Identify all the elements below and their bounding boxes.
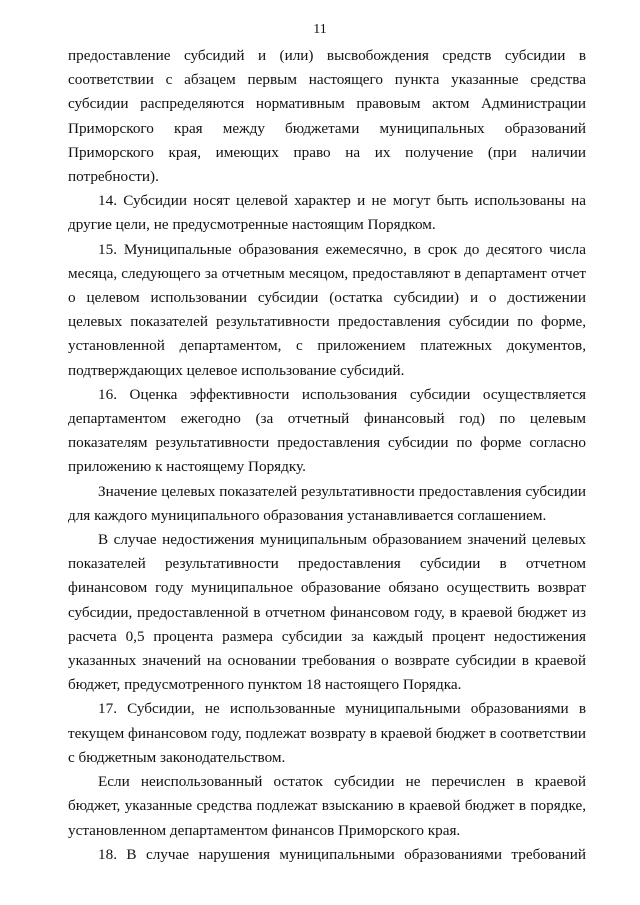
page-number: 11 xyxy=(313,22,327,37)
document-body xyxy=(68,44,586,867)
paragraph-17: 17. Субсидии, не использованные муниципальными образованиями в текущем финансовом году, подлежат возврату в краевой бюджет в соответствии с бюджетным законодательством. xyxy=(68,700,586,766)
paragraph-18: 18. В случае нарушения муниципальными образованиями требований xyxy=(98,845,586,863)
paragraph-16: 16. Оценка эффективности использования субсидии осуществляется департаментом ежегодно (за отчетный финансовый год) по целевым показателям результативности предоставления субсидии по форме согласно приложению к настоящему Порядку. xyxy=(68,385,586,476)
paragraph-target-values: Значение целевых показателей результативности предоставления субсидии для каждого муниципального образования устанавливается соглашением. xyxy=(68,482,586,524)
paragraph-unused-balance: Если неиспользованный остаток субсидии не перечислен в краевой бюджет, указанные средства подлежат взысканию в краевой бюджет в порядке, установленном департаментом финансов Приморского края. xyxy=(68,773,586,839)
paragraph-subsidy-distribution: предоставление субсидий и (или) высвобождения средств субсидии в соответствии с абзацем первым настоящего пункта указанные средства субсидии распределяются нормативным правовым актом Администрации Приморского края между бюджетами муниципальных образований Приморского края, имеющих право на их получение (при наличии потребности). xyxy=(68,47,586,186)
paragraph-15: 15. Муниципальные образования ежемесячно, в срок до десятого числа месяца, следующего за отчетным месяцом, предоставляют в департамент отчет о целевом использовании субсидии (остатка субсидии) и о достижении целевых показателей результативности предоставления субсидии по форме, установленной департаментом, с приложением платежных документов, подтверждающих целевое использование субсидий. xyxy=(68,240,586,379)
paragraph-non-achievement: В случае недостижения муниципальным образованием значений целевых показателей результативности предоставления субсидии в отчетном финансовом году муниципальное образование обязано осуществить возврат субсидии, предоставленной в отчетном финансовом году, в краевой бюджет из расчета 0,5 процента размера субсидии за каждый процент недостижения указанных значений на основании требования о возврате субсидии в краевой бюджет, предусмотренного пунктом 18 настоящего Порядка. xyxy=(68,531,586,694)
paragraph-14: 14. Субсидии носят целевой характер и не могут быть использованы на другие цели, не предусмотренные настоящим Порядком. xyxy=(68,192,586,234)
